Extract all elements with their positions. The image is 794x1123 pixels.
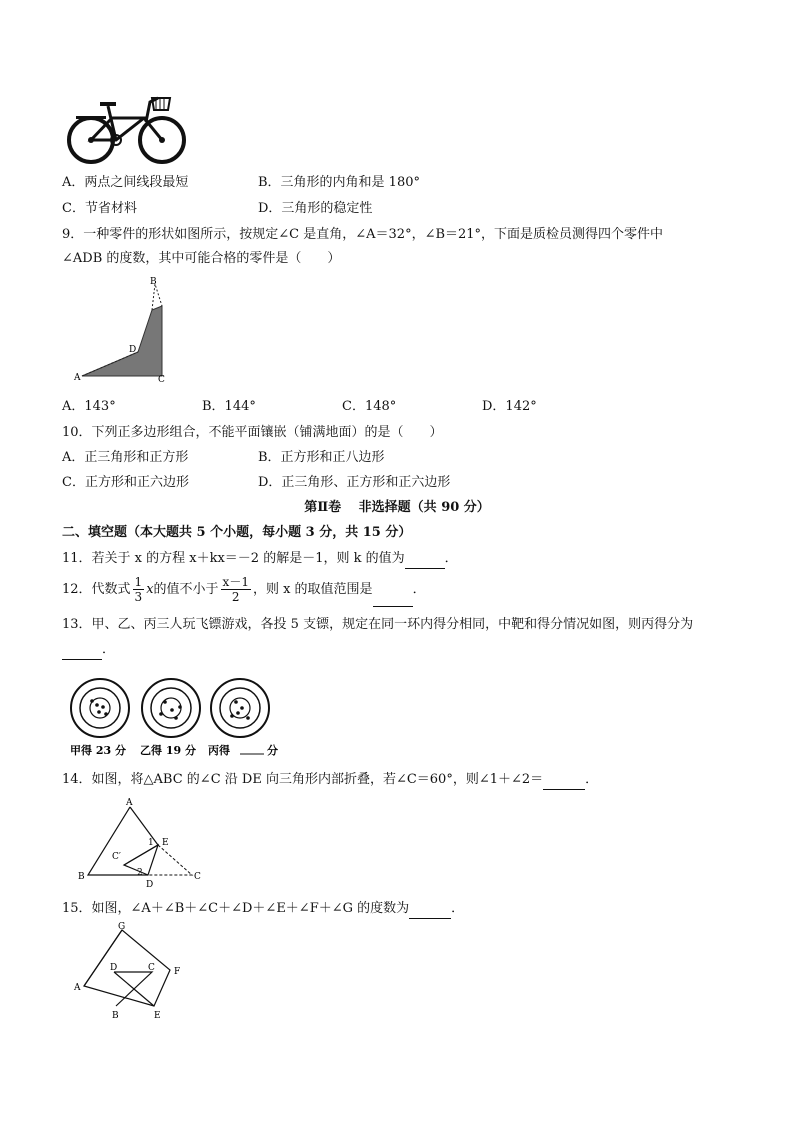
q12-prefix: 12．代数式 [62,582,131,597]
q8-option-c: C．节省材料 [62,201,137,216]
q8-option-d: D．三角形的稳定性 [258,201,373,216]
q13-stem-line2 [62,641,115,660]
q10-option-a: A．正三角形和正方形 [62,450,189,465]
q10-option-d: D．正三角形、正方形和正六边形 [258,475,451,490]
part-title: 二、填空题（本大题共 5 个小题，每小题 3 分，共 15 分） [62,525,412,540]
q14-label-c: C [194,872,201,882]
q14-text: 14．如图，将△ABC 的∠C 沿 DE 向三角形内部折叠，若∠C＝60°，则∠1＋∠2＝ [62,772,544,787]
q12-frac2-denominator: 2 [231,590,240,604]
q8-option-a: A．两点之间线段最短 [62,175,189,190]
volume-title: 第Ⅱ卷 非选择题（共 90 分） [304,500,490,515]
q12-end: ． [412,582,426,597]
q9-option-d: D．142° [482,399,537,414]
q15-label-f: F [174,967,181,977]
dartboard-yi [142,679,200,737]
q14-label-a: A [126,798,133,808]
q12-stem [62,574,426,607]
q10-option-b: B．正方形和正八边形 [258,450,385,465]
q13-end: ． [102,642,116,657]
q12-fraction-2 [221,575,251,604]
q9-label-a: A [74,373,81,383]
q15-label-g: G [118,922,126,932]
q11-end: ． [444,551,458,566]
q12-frac1-denominator: 3 [134,590,143,604]
q13-answer-blank [62,641,102,660]
q14-answer-blank [543,771,585,790]
q15-end: ． [451,901,465,916]
q9-stem-line1: 9．一种零件的形状如图所示，按规定∠C 是直角，∠A＝32°，∠B＝21°，下面是质检员测得四个零件中 [62,227,664,242]
caption-yi: 乙得 19 分 [140,744,196,757]
q10-stem: 10．下列正多边形组合，不能平面镶嵌（铺满地面）的是（ ） [62,425,443,440]
q9-part-figure [72,274,172,386]
q14-end: ． [585,772,599,787]
q15-text: 15．如图，∠A＋∠B＋∠C＋∠D＋∠E＋∠F＋∠G 的度数为 [62,901,410,916]
q12-frac1-numerator: 1 [134,575,143,589]
q9-option-a: A．143° [62,399,116,414]
q14-label-c-prime: C′ [112,852,121,862]
q12-frac2-numerator: x－1 [222,575,249,589]
q12-variable: x [146,582,154,597]
q15-label-e: E [154,1011,161,1021]
q14-label-e: E [162,838,169,848]
q14-label-1: 1 [148,838,154,848]
q11-text: 11．若关于 x 的方程 x＋kx＝－2 的解是－1，则 k 的值为 [62,551,405,566]
q9-label-d: D [129,345,137,355]
q14-label-b: B [78,872,85,882]
q10-option-c: C．正方形和正六边形 [62,475,189,490]
q14-label-d: D [146,880,154,889]
q14-stem [62,771,598,790]
q15-label-c: C [148,963,155,973]
q14-label-2: 2 [137,868,143,878]
q12-suffix: ，则 x 的取值范围是 [252,582,373,597]
caption-jia: 甲得 23 分 [70,744,126,757]
q9-option-c: C．148° [342,399,397,414]
q13-stem-line1: 13．甲、乙、丙三人玩飞镖游戏，各投 5 支镖，规定在同一环内得分相同，中靶和得分情况如图，则丙得分为 [62,617,694,632]
q15-label-d: D [110,963,118,973]
q11-answer-blank [405,550,445,569]
q12-answer-blank [373,574,413,607]
q11-stem [62,550,458,569]
q9-label-c: C [158,375,165,385]
q12-fraction-1 [133,575,145,604]
caption-bing: 丙得 [208,744,230,757]
q15-stem [62,900,464,919]
q14-triangle-figure [74,795,206,889]
caption-unit: 分 [267,744,278,757]
q15-figure [70,920,194,1024]
q15-answer-blank [409,900,451,919]
dartboard-jia [71,679,129,737]
q13-dartboards-figure [68,674,280,758]
bicycle-figure [66,92,190,168]
q15-label-a: A [74,983,81,993]
q12-middle: 的值不小于 [153,582,219,597]
q15-label-b: B [112,1011,119,1021]
dartboard-bing [211,679,269,737]
q9-label-b: B [150,277,157,287]
q8-option-b: B．三角形的内角和是 180° [258,175,420,190]
q9-stem-line2: ∠ADB 的度数，其中可能合格的零件是（ ） [62,251,341,266]
q9-option-b: B．144° [202,399,256,414]
